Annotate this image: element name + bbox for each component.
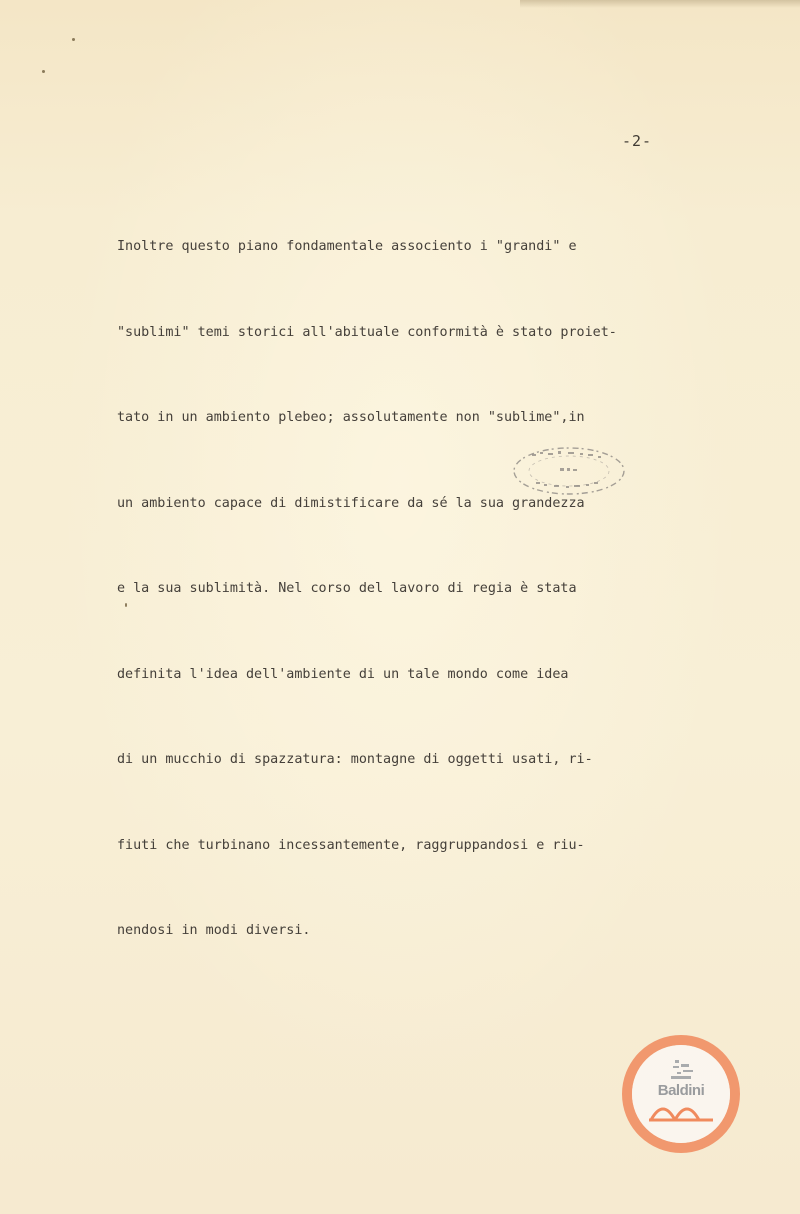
text-line: di un mucchio di spazzatura: montagne di oggetti usati, ri- xyxy=(117,752,593,767)
paper-speck xyxy=(72,38,75,41)
text-line: e la sua sublimità. Nel corso del lavoro di regia è stata xyxy=(117,581,577,596)
text-line: nendosi in modi diversi. xyxy=(117,923,311,938)
archive-stamp-icon xyxy=(510,444,628,498)
text-line: tato in un ambiento plebeo; assolutamente non "sublime",in xyxy=(117,410,585,425)
text-line: definita l'idea dell'ambiente di un tale mondo come idea xyxy=(117,666,569,682)
page-number: -2- xyxy=(622,132,653,150)
text-line: Inoltre questo piano fondamentale associento i "grandi" e xyxy=(117,239,577,254)
paper-edge-shadow xyxy=(520,0,800,8)
text-line: "sublimi" temi storici all'abituale conformità è stato proiet- xyxy=(117,324,617,340)
paper-speck xyxy=(42,70,45,73)
text-line: fiuti che turbinano incessantemente, raggruppandosi e riu- xyxy=(117,837,585,853)
logo-label: Baldini xyxy=(657,1082,705,1099)
text-line: un ambiento capace di dimistificare da sé la sua grandezza xyxy=(117,495,585,511)
baldini-logo xyxy=(621,1034,741,1154)
typed-paragraph xyxy=(117,176,737,1003)
